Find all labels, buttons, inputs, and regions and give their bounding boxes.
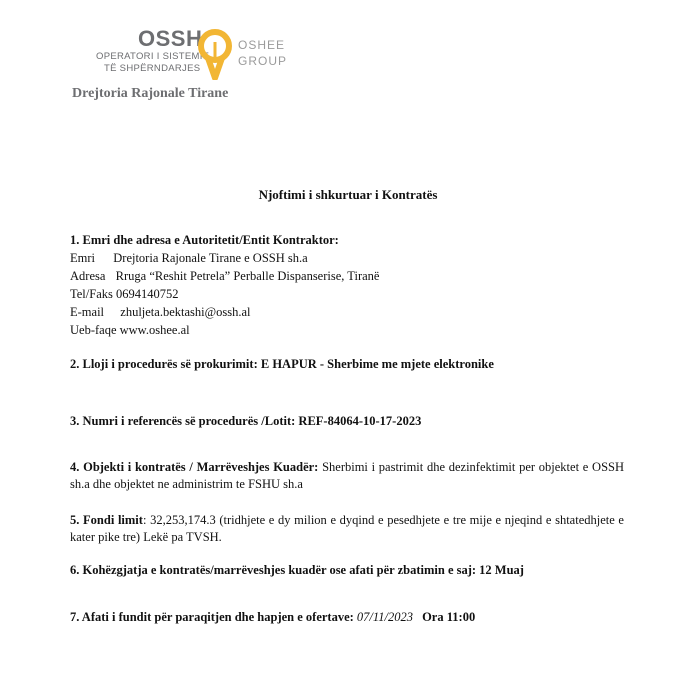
procedure-reference: 3. Numri i referencës së procedurës /Lotit: REF-84064-10-17-2023 xyxy=(70,414,422,428)
address-label: Adresa xyxy=(70,269,106,283)
email-label: E-mail xyxy=(70,305,105,319)
contract-duration: 6. Kohëzgjatja e kontratës/marrëveshjes kuadër ose afati për zbatimin e saj: 12 Muaj xyxy=(70,563,524,577)
email-value[interactable]: zhuljeta.bektashi@ossh.al xyxy=(120,305,251,319)
contact-email-row xyxy=(70,305,251,320)
fund-limit-value: : 32,253,174.3 (tridhjete e dy milion e dyqind e pesedhjete e tre mije e njeqind e shtatedhjete e kater pike tre) Lekë pa TVSH. xyxy=(70,513,624,544)
fund-limit xyxy=(70,512,624,546)
ossh-logo xyxy=(92,26,292,82)
department-name: Drejtoria Rajonale Tirane xyxy=(72,86,229,101)
procedure-type: 2. Lloji i procedurës së prokurimit: E HAPUR - Sherbime me mjete elektronike xyxy=(70,357,494,371)
section1-heading: 1. Emri dhe adresa e Autoritetit/Entit Kontraktor: xyxy=(70,233,339,247)
fund-limit-label: 5. Fondi limit xyxy=(70,513,143,527)
address-value: Rruga “Reshit Petrela” Perballe Dispanserise, Tiranë xyxy=(115,269,380,283)
name-value: Drejtoria Rajonale Tirane e OSSH sh.a xyxy=(113,251,308,265)
contact-web: Ueb-faqe www.oshee.al xyxy=(70,323,190,337)
name-label: Emri xyxy=(70,251,95,265)
lightbulb-icon xyxy=(196,28,234,80)
deadline-time: Ora 11:00 xyxy=(422,610,476,624)
contract-object xyxy=(70,459,624,493)
deadline-date: 07/11/2023 xyxy=(356,610,413,624)
logo-subtitle-line2: TË SHPËRNDARJES xyxy=(104,63,201,74)
contract-object-value: Sherbimi i pastrimit dhe dezinfektimit per objektet e OSSH sh.a dhe objektet ne administrim te FSHU sh.a xyxy=(70,460,624,491)
offer-deadline xyxy=(70,610,475,625)
contact-address-row xyxy=(70,269,379,284)
logo-name: OSSH xyxy=(138,26,203,51)
logo-partner-name: OSHEE xyxy=(238,38,286,52)
logo-subtitle-line1: OPERATORI I SISTEMIT xyxy=(96,51,209,62)
contact-tel: Tel/Faks 0694140752 xyxy=(70,287,179,301)
contract-object-label: 4. Objekti i kontratës / Marrëveshjes Kuadër: xyxy=(70,460,319,474)
page-title: Njoftimi i shkurtuar i Kontratës xyxy=(258,187,438,202)
contact-name-row xyxy=(70,251,308,266)
logo-partner-group: GROUP xyxy=(238,54,288,68)
deadline-label: 7. Afati i fundit për paraqitjen dhe hapjen e ofertave: xyxy=(70,610,354,624)
